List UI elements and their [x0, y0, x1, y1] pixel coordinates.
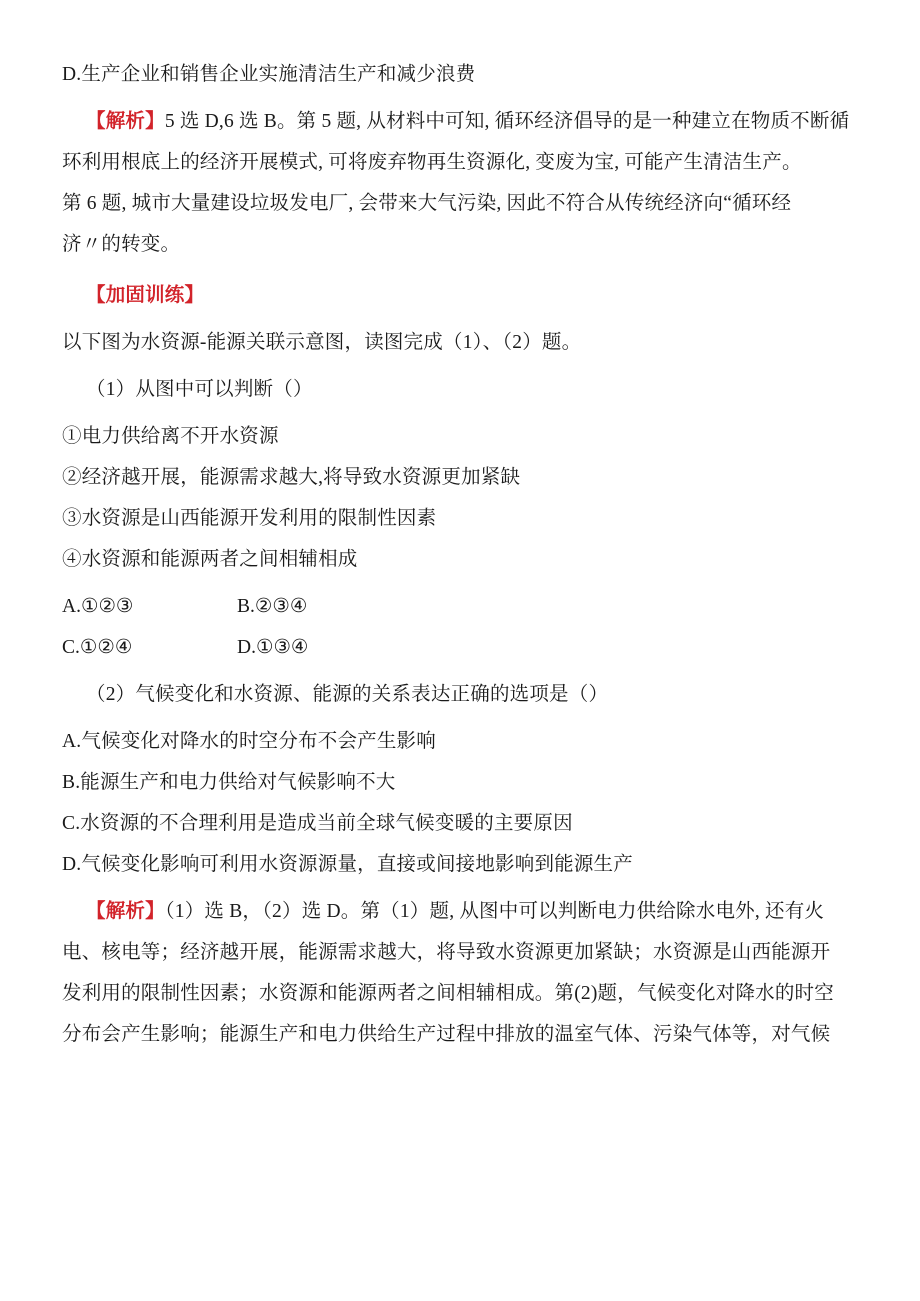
- question-1-options-row-2: [62, 627, 858, 668]
- analysis-1-line-2: 环利用根底上的经济开展模式, 可将废弃物再生资源化, 变废为宝, 可能产生清洁生产。: [62, 152, 802, 173]
- question-2-option-c: C.水资源的不合理利用是造成当前全球气候变暖的主要原因: [62, 813, 573, 834]
- question-1: （1）从图中可以判断（）: [86, 379, 313, 400]
- reinforce-heading: [62, 275, 858, 316]
- analysis-2-line-2-row: [62, 932, 858, 973]
- analysis-block-1: [62, 101, 858, 142]
- question-2: （2）气候变化和水资源、能源的关系表达正确的选项是（）: [86, 684, 609, 705]
- spacer: [62, 265, 858, 275]
- reinforce-label: 【加固训练】: [86, 285, 205, 306]
- analysis-2-line-3: 发利用的限制性因素；水资源和能源两者之间相辅相成。第(2)题，气候变化对降水的时空: [62, 983, 834, 1004]
- analysis-block-2: [62, 891, 858, 932]
- analysis-2-line-3-row: [62, 973, 858, 1014]
- analysis-label-2: 【解析】: [86, 901, 165, 922]
- question-1-item-3: ③水资源是山西能源开发利用的限制性因素: [62, 508, 437, 529]
- analysis-2-line-4: 分布会产生影响；能源生产和电力供给生产过程中排放的温室气体、污染气体等，对气候: [62, 1024, 831, 1045]
- question-1-option-a: A.①②③: [62, 596, 134, 617]
- question-2-option-a: A.气候变化对降水的时空分布不会产生影响: [62, 731, 436, 752]
- analysis-2-line-1: （1）选 B，（2）选 D。第（1）题, 从图中可以判断电力供给除水电外, 还有火: [164, 901, 825, 922]
- question-1-options-row-1: [62, 586, 858, 627]
- intro-text: 以下图为水资源-能源关联示意图，读图完成（1）、（2）题。: [62, 332, 582, 353]
- question-1-option-d: D.①③④: [237, 637, 309, 658]
- question-1-item-4: ④水资源和能源两者之间相辅相成: [62, 549, 358, 570]
- analysis-2-line-4-row: [62, 1014, 858, 1055]
- question-1-option-c: C.①②④: [62, 637, 133, 658]
- analysis-1-line-1: 5 选 D,6 选 B。第 5 题, 从材料中可知, 循环经济倡导的是一种建立在物质不断循: [164, 111, 850, 132]
- analysis-1-line-3: 第 6 题, 城市大量建设垃圾发电厂, 会带来大气污染, 因此不符合从传统经济向“循环经: [62, 193, 792, 214]
- analysis-label-1: 【解析】: [86, 111, 165, 132]
- analysis-1-line-3-row: [62, 183, 858, 224]
- analysis-2-line-2: 电、核电等；经济越开展，能源需求越大，将导致水资源更加紧缺；水资源是山西能源开: [62, 942, 831, 963]
- analysis-1-line-4: 济〃的转变。: [62, 234, 181, 255]
- question-1-item-2: ②经济越开展，能源需求越大,将导致水资源更加紧缺: [62, 467, 521, 488]
- analysis-1-line-4-row: [62, 224, 858, 265]
- analysis-1-line-2-row: [62, 142, 858, 183]
- question-2-option-d: D.气候变化影响可利用水资源源量，直接或间接地影响到能源生产: [62, 854, 633, 875]
- option-d-top: D.生产企业和销售企业实施清洁生产和减少浪费: [62, 64, 476, 85]
- question-1-item-1: ①电力供给离不开水资源: [62, 426, 279, 447]
- question-2-option-b: B.能源生产和电力供给对气候影响不大: [62, 772, 396, 793]
- question-1-option-b: B.②③④: [237, 596, 308, 617]
